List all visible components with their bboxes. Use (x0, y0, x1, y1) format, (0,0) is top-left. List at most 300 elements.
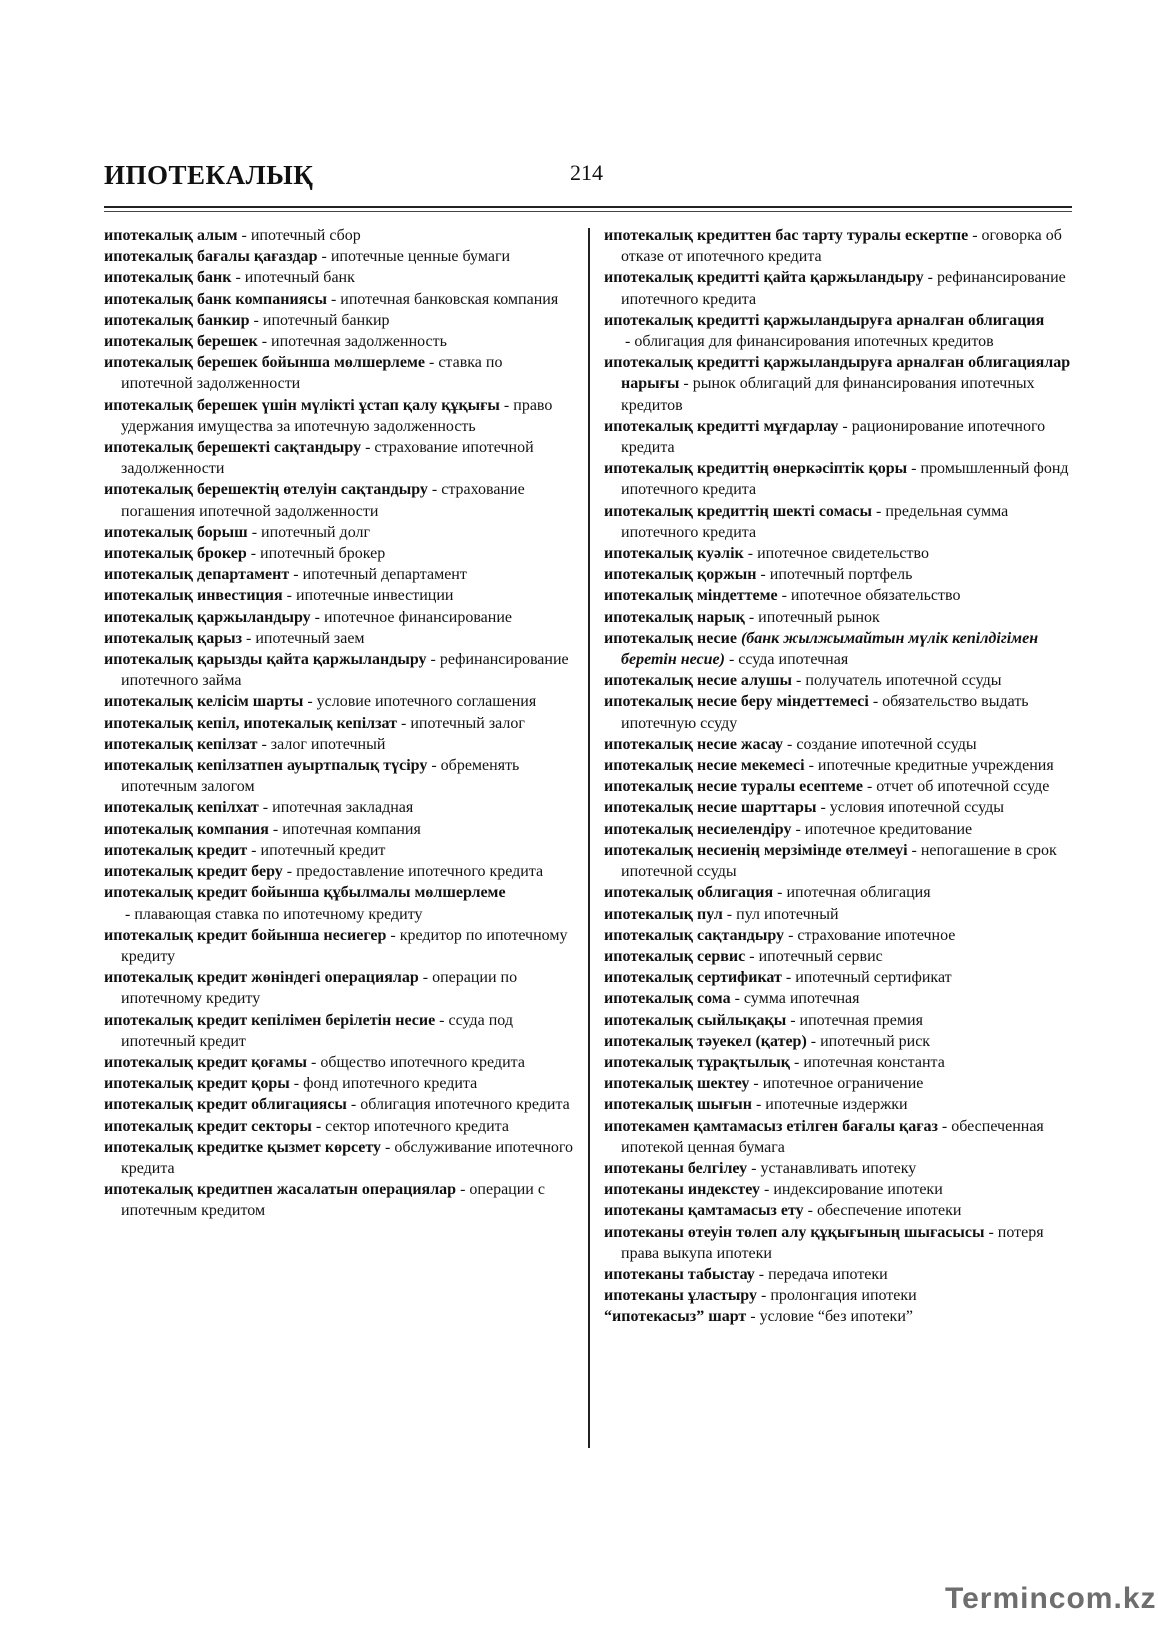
entry-separator: - (386, 926, 400, 944)
dictionary-entry (104, 628, 576, 649)
entry-separator: - (786, 1011, 800, 1029)
dictionary-entry (104, 1179, 576, 1221)
dictionary-entry (104, 331, 576, 352)
entry-separator: - (237, 227, 251, 244)
dictionary-entry (104, 925, 576, 967)
entry-term: ипотекалық кепілзатпен ауыртпалық түсіру (104, 757, 428, 775)
entry-term: ипотекалық кепілхат (104, 799, 259, 817)
entry-term: ипотекалық кредит беру (104, 863, 283, 881)
entry-term: ипотекалық берешек (104, 333, 258, 351)
entry-term: ипотекалық кредит қоры (104, 1075, 290, 1093)
entry-separator: - (361, 439, 375, 457)
entry-definition: операции по ипотечному кредиту (121, 969, 518, 1008)
entry-definition: облигация для финансирования ипотечных кредитов (634, 333, 994, 351)
dictionary-entry (604, 946, 1072, 967)
entry-separator: - (868, 693, 883, 711)
entry-term: ипотекалық қоржын (604, 566, 757, 584)
entry-separator: - (289, 566, 303, 584)
dictionary-entry (104, 1073, 576, 1094)
entry-definition: непогашение в срок ипотечной ссуды (621, 841, 1057, 881)
dictionary-entry (604, 755, 1072, 776)
dictionary-entry (604, 564, 1072, 585)
dictionary-entry (104, 819, 576, 840)
entry-definition: ипотечный сервис (758, 947, 883, 965)
dictionary-entry (604, 819, 1072, 840)
entry-separator: - (425, 354, 439, 372)
dictionary-entry (604, 1031, 1072, 1052)
entry-definition: операции с ипотечным кредитом (121, 1181, 545, 1220)
entry-term: ипотекалық кепілзат (104, 735, 258, 753)
entry-definition: ставка по ипотечной задолженности (121, 354, 503, 393)
entry-term: ипотекалық несие беру міндеттемесі (604, 693, 869, 711)
entry-term: ипотеканы ұластыру (604, 1287, 757, 1305)
entry-definition: ипотечная банковская компания (340, 290, 559, 308)
dictionary-entry (104, 437, 576, 479)
entry-term: ипотеканы қамтамасыз ету (604, 1202, 804, 1220)
dictionary-entry (104, 246, 576, 267)
dictionary-entry (104, 649, 576, 691)
dictionary-entry (604, 501, 1072, 543)
entry-separator: - (872, 502, 886, 520)
entry-term: ипотекалық кредитті қаржыландыруға арналған облигация (604, 311, 1045, 329)
dictionary-entry (604, 628, 1072, 670)
dictionary-entry (604, 607, 1072, 628)
entry-term: ипотекалық несие туралы есептеме (604, 778, 863, 796)
dictionary-entry (104, 713, 576, 734)
entry-definition: ипотечный долг (261, 523, 371, 541)
entry-separator: - (326, 290, 341, 308)
entry-term: ипотекалық сервис (604, 947, 746, 965)
entry-definition: создание ипотечной ссуды (796, 735, 977, 753)
entry-term: ипотекалық нарық (604, 608, 745, 626)
entry-definition: сумма ипотечная (743, 990, 860, 1008)
entry-separator: - (282, 587, 296, 605)
entry-separator: - (499, 396, 514, 414)
dictionary-entry (104, 797, 576, 818)
entry-term: ипотекалық шығын (604, 1096, 752, 1114)
entry-term: ипотекалық қарыз (104, 629, 243, 647)
entry-definition: плавающая ставка по ипотечному кредиту (134, 905, 423, 923)
dictionary-entry (604, 1158, 1072, 1179)
entry-term: ипотекалық кредитті мұғдарлау (604, 417, 839, 435)
entry-term: ипотекалық кредит жөніндегі операциялар (104, 969, 419, 987)
left-column (104, 225, 576, 1222)
entry-term: ипотекалық несиенің мерзімінде өтелмеуі (604, 841, 908, 859)
entry-term: ипотекалық несие алушы (604, 672, 793, 690)
entry-definition: залог ипотечный (270, 735, 386, 753)
dictionary-entry (104, 607, 576, 628)
entry-term: ипотекалық кредит (104, 841, 248, 859)
dictionary-entry (604, 691, 1072, 733)
dictionary-entry (104, 691, 576, 712)
entry-separator: - (231, 269, 245, 287)
dictionary-entry (104, 1010, 576, 1052)
entry-separator: - (803, 1202, 817, 1220)
dictionary-entry (604, 1264, 1072, 1285)
dictionary-entry (604, 310, 1072, 352)
dictionary-entry (104, 310, 576, 331)
entry-separator: - (968, 227, 982, 244)
dictionary-entry (604, 1116, 1072, 1158)
entry-term: ипотекалық келісім шарты (104, 693, 304, 711)
entry-separator: - (247, 841, 261, 859)
entry-separator: - (781, 969, 796, 987)
entry-separator: - (282, 863, 297, 881)
entry-term: ипотекалық банк (104, 269, 232, 287)
entry-separator: - (777, 587, 791, 605)
entry-definition: ипотечная константа (803, 1053, 945, 1071)
dictionary-entry (104, 585, 576, 606)
entry-term: ипотекалық департамент (104, 566, 290, 584)
entry-definition: обременять ипотечным залогом (121, 757, 520, 796)
entry-term: ипотекалық кредиттің шекті сомасы (604, 502, 873, 520)
dictionary-entry (104, 522, 576, 543)
entry-definition: предоставление ипотечного кредита (296, 863, 544, 881)
entry-term: ипотекалық берешек үшін мүлікті ұстап қалу құқығы (104, 396, 500, 414)
entry-definition: условие “без ипотеки” (759, 1308, 913, 1326)
entry-definition: передача ипотеки (768, 1265, 888, 1283)
entry-definition: промышленный фонд ипотечного кредита (621, 460, 1069, 499)
entry-term: ипотекамен қамтамасыз етілген бағалы қағаз (604, 1117, 938, 1135)
entry-term: ипотекалық берешектің өтелуін сақтандыру (104, 481, 428, 499)
entry-term: ипотекалық тәуекел (қатер) (604, 1032, 807, 1050)
entry-term: ипотеканы табыстау (604, 1265, 755, 1283)
entry-term: ипотекалық бағалы қағаздар (104, 248, 318, 266)
entry-term: ипотекалық алым (104, 227, 238, 244)
dictionary-entry (104, 1116, 576, 1137)
dictionary-entry (104, 225, 576, 246)
page-number: 214 (570, 160, 603, 185)
entry-separator: - (747, 1159, 761, 1177)
entry-term: ипотекалық несие жасау (604, 735, 784, 753)
entry-definition: ипотечный кредит (260, 841, 386, 859)
entry-definition: облигация ипотечного кредита (360, 1096, 570, 1114)
entry-separator: - (249, 311, 263, 329)
entry-definition: ипотечный рынок (758, 608, 880, 626)
entry-term: ипотекалық борыш (104, 523, 248, 541)
entry-definition: ипотечный портфель (769, 566, 913, 584)
dictionary-entry (104, 267, 576, 288)
dictionary-entry (604, 1094, 1072, 1115)
entry-separator: - (311, 1117, 326, 1135)
entry-separator: - (784, 926, 798, 944)
entry-separator: - (923, 269, 937, 287)
entry-term: ипотекалық несие мекемесі (604, 757, 805, 775)
entry-definition: отчет об ипотечной ссуде (876, 778, 1050, 796)
entry-separator: - (310, 608, 324, 626)
entry-separator: - (381, 1138, 395, 1156)
dictionary-entry (604, 776, 1072, 797)
entry-separator: - (257, 735, 271, 753)
entry-separator: - (806, 1032, 821, 1050)
entry-definition: рефинансирование ипотечного займа (121, 651, 569, 690)
dictionary-entry (104, 1137, 576, 1179)
entry-term: ипотекалық берешек бойынша мөлшерлеме (104, 354, 425, 372)
entry-term: ипотекалық компания (104, 820, 269, 838)
entry-definition: ипотечный залог (410, 714, 525, 732)
entry-separator: - (792, 672, 806, 690)
entry-separator: - (722, 905, 737, 923)
entry-separator: - (268, 820, 283, 838)
entry-separator: - (744, 608, 759, 626)
entry-definition: ссуда ипотечная (738, 651, 849, 669)
entry-separator: - (783, 735, 797, 753)
entry-definition: потеря права выкупа ипотеки (621, 1223, 1044, 1262)
entry-separator: - (724, 651, 739, 669)
entry-separator: - (757, 1287, 771, 1305)
entry-definition: ипотечный сбор (250, 227, 361, 244)
entry-term: ипотекалық кредит бойынша құбылмалы мөлшерлеме (104, 884, 506, 902)
dictionary-entry (604, 1010, 1072, 1031)
entry-separator: - (745, 947, 759, 965)
entry-term: ипотекалық кредиттің өнеркәсіптік қоры (604, 460, 908, 478)
entry-definition: обеспеченная ипотекой ценная бумага (621, 1117, 1044, 1156)
entry-term: ипотекалық банк компаниясы (104, 290, 327, 308)
dictionary-entry (604, 1179, 1072, 1200)
dictionary-entry (104, 1094, 576, 1115)
entry-term: ипотекалық несие (604, 629, 737, 647)
entry-term: “ипотекасыз” шарт (604, 1308, 747, 1326)
entry-separator: - (749, 1075, 763, 1093)
entry-term: ипотекалық кредит қоғамы (104, 1053, 308, 1071)
entry-separator: - (121, 905, 135, 923)
dictionary-entry (604, 416, 1072, 458)
entry-separator: - (621, 333, 635, 351)
dictionary-entry (104, 395, 576, 437)
dictionary-entry (604, 734, 1072, 755)
dictionary-entry (604, 967, 1072, 988)
entry-separator: - (838, 417, 852, 435)
dictionary-entry (604, 882, 1072, 903)
entry-separator: - (804, 757, 818, 775)
entry-separator: - (289, 1075, 304, 1093)
entry-separator: - (307, 1053, 321, 1071)
entry-definition: общество ипотечного кредита (320, 1053, 525, 1071)
entry-definition: пролонгация ипотеки (770, 1287, 917, 1305)
entry-separator: - (317, 248, 331, 266)
dictionary-entry (604, 543, 1072, 564)
entry-term: ипотекалық сома (604, 990, 731, 1008)
entry-definition: обеспечение ипотеки (816, 1202, 962, 1220)
dictionary-entry (604, 1285, 1072, 1306)
entry-definition: страхование ипотечной задолженности (121, 439, 534, 478)
entry-term: ипотекалық сыйлықақы (604, 1011, 787, 1029)
entry-term: ипотекалық шектеу (604, 1075, 750, 1093)
entry-separator: - (247, 523, 262, 541)
entry-separator: - (396, 714, 411, 732)
entry-separator: - (426, 651, 440, 669)
entry-definition: сектор ипотечного кредита (325, 1117, 509, 1135)
column-divider (588, 228, 590, 1448)
entry-definition: рынок облигаций для финансирования ипотечных кредитов (621, 375, 1035, 414)
entry-term: ипотекалық сақтандыру (604, 926, 785, 944)
entry-separator: - (773, 884, 787, 902)
dictionary-entry (104, 755, 576, 797)
entry-definition: ипотечное кредитование (804, 820, 973, 838)
entry-term: ипотекалық кредит кепілімен берілетін несие (104, 1011, 436, 1029)
entry-separator: - (303, 693, 317, 711)
dictionary-entry (604, 267, 1072, 309)
entry-definition: фонд ипотечного кредита (303, 1075, 478, 1093)
dictionary-entry (604, 988, 1072, 1009)
dictionary-entry (604, 458, 1072, 500)
right-column (604, 225, 1072, 1328)
entry-separator: - (751, 1096, 766, 1114)
entry-definition: рефинансирование ипотечного кредита (621, 269, 1066, 308)
entry-term: ипотекалық банкир (104, 311, 250, 329)
entry-definition: ссуда под ипотечный кредит (121, 1011, 513, 1050)
entry-note: (банк жылжымайтын мүлік кепілдігімен беретін несие) (621, 629, 1039, 669)
entry-definition: условие ипотечного соглашения (316, 693, 537, 711)
entry-definition: пул ипотечный (736, 905, 839, 923)
entry-term: ипотекалық кепіл, ипотекалық кепілзат (104, 714, 397, 732)
entry-definition: право удержания имущества за ипотечную задолженность (121, 396, 553, 435)
entry-definition: ипотечное финансирование (324, 608, 513, 626)
entry-separator: - (907, 460, 921, 478)
entry-separator: - (862, 778, 877, 796)
entry-definition: ипотечные инвестиции (295, 587, 454, 605)
entry-definition: ипотечные ценные бумаги (330, 248, 511, 266)
entry-separator: - (730, 990, 744, 1008)
entry-term: ипотекалық несиелендіру (604, 820, 792, 838)
entry-separator: - (435, 1011, 449, 1029)
entry-term: ипотекалық куәлік (604, 545, 744, 563)
dictionary-entry (104, 289, 576, 310)
entry-term: ипотеканы өтеуін төлеп алу құқығының шығасысы (604, 1223, 985, 1241)
entry-term: ипотекалық кредитті қаржыландыруға арналған облигациялар нарығы (604, 354, 1071, 393)
entry-definition: предельная сумма ипотечного кредита (621, 502, 1009, 541)
entry-separator: - (679, 375, 693, 393)
dictionary-entry (104, 352, 576, 394)
entry-separator: - (418, 969, 433, 987)
entry-term: ипотекалық пул (604, 905, 723, 923)
entry-term: ипотекалық кредитті қайта қаржыландыру (604, 269, 924, 287)
entry-definition: страхование ипотечное (797, 926, 956, 944)
entry-definition: ипотечная облигация (786, 884, 931, 902)
head-word: ИПОТЕКАЛЫҚ (104, 160, 314, 190)
entry-term: ипотекалық міндеттеме (604, 587, 778, 605)
entry-definition: ипотечная компания (282, 820, 421, 838)
entry-term: ипотекалық инвестиция (104, 587, 283, 605)
entry-definition: ипотечное ограничение (762, 1075, 924, 1093)
dictionary-entry (104, 1052, 576, 1073)
entry-separator: - (907, 841, 921, 859)
dictionary-entry (604, 352, 1072, 416)
dictionary-entry (604, 1222, 1072, 1264)
entry-definition: оговорка об отказе от ипотечного кредита (621, 227, 1062, 266)
entry-separator: - (746, 1308, 760, 1326)
dictionary-entry (604, 1052, 1072, 1073)
entry-definition: получатель ипотечной ссуды (805, 672, 1002, 690)
entry-definition: ипотечная задолженность (271, 333, 447, 351)
dictionary-entry (604, 797, 1072, 818)
entry-definition: ипотечная закладная (272, 799, 414, 817)
entry-separator: - (756, 566, 770, 584)
entry-definition: обязательство выдать ипотечную ссуду (621, 693, 1029, 732)
entry-definition: ипотечный департамент (302, 566, 467, 584)
entry-term: ипотекалық кредитпен жасалатын операциялар (104, 1181, 457, 1199)
entry-separator: - (257, 333, 272, 351)
entry-definition: рационирование ипотечного кредита (621, 417, 1046, 457)
entry-definition: индексирование ипотеки (773, 1181, 943, 1199)
entry-definition: ипотечный заем (255, 629, 365, 647)
entry-separator: - (791, 820, 805, 838)
entry-term: ипотекалық облигация (604, 884, 774, 902)
entry-term: ипотекалық кредитке қызмет көрсету (104, 1138, 382, 1156)
entry-definition: ипотечный банк (244, 269, 355, 287)
entry-term: ипотеканы индекстеу (604, 1181, 760, 1199)
entry-definition: ипотечный риск (820, 1032, 931, 1050)
entry-term: ипотекалық қарызды қайта қаржыландыру (104, 651, 427, 669)
entry-term: ипотекалық брокер (104, 545, 247, 563)
entry-term: ипотекалық берешекті сақтандыру (104, 439, 362, 457)
entry-term: ипотекалық кредит секторы (104, 1117, 312, 1135)
header-rule-thin (104, 211, 1072, 212)
entry-separator: - (816, 799, 830, 817)
entry-definition: ипотечная премия (799, 1011, 923, 1029)
dictionary-entry (604, 1200, 1072, 1221)
entry-separator: - (346, 1096, 361, 1114)
dictionary-entry (104, 734, 576, 755)
entry-separator: - (242, 629, 256, 647)
site-logo: Termincom.kz (945, 1582, 1157, 1615)
entry-definition: условия ипотечной ссуды (829, 799, 1004, 817)
entry-term: ипотекалық тұрақтылық (604, 1053, 791, 1071)
entry-definition: ипотечное обязательство (790, 587, 961, 605)
dictionary-entry (104, 564, 576, 585)
entry-separator: - (456, 1181, 470, 1199)
entry-separator: - (937, 1117, 952, 1135)
entry-definition: ипотечные издержки (765, 1096, 908, 1114)
entry-definition: кредитор по ипотечному кредиту (121, 926, 568, 965)
dictionary-entry (104, 543, 576, 564)
page-header (104, 154, 1072, 206)
dictionary-entry (604, 925, 1072, 946)
entry-definition: страхование погашения ипотечной задолженности (121, 481, 525, 520)
entry-separator: - (427, 757, 441, 775)
entry-term: ипотекалық сертификат (604, 969, 782, 987)
entry-definition: ипотечный сертификат (795, 969, 952, 987)
entry-definition: обслуживание ипотечного кредита (121, 1138, 574, 1177)
entry-definition: ипотечный банкир (262, 311, 390, 329)
entry-term: ипотекалық кредит облигациясы (104, 1096, 347, 1114)
dictionary-entry (604, 585, 1072, 606)
entry-term: ипотекалық кредиттен бас тарту туралы ескертпе (604, 227, 969, 244)
entry-separator: - (790, 1053, 804, 1071)
dictionary-entry (104, 479, 576, 521)
entry-term: ипотекалық кредит бойынша несиегер (104, 926, 387, 944)
entry-separator: - (754, 1265, 769, 1283)
entry-separator: - (984, 1223, 998, 1241)
header-rule-thick (104, 206, 1072, 208)
entry-separator: - (246, 545, 261, 563)
dictionary-entry (604, 225, 1072, 267)
entry-term: ипотеканы белгілеу (604, 1159, 748, 1177)
dictionary-entry (604, 904, 1072, 925)
entry-term: ипотекалық несие шарттары (604, 799, 817, 817)
dictionary-entry (604, 1306, 1072, 1327)
entry-definition: ипотечные кредитные учреждения (817, 757, 1054, 775)
entry-separator: - (258, 799, 273, 817)
entry-definition: ипотечный брокер (260, 545, 386, 563)
dictionary-entry (604, 670, 1072, 691)
dictionary-entry (604, 1073, 1072, 1094)
entry-definition: ипотечное свидетельство (757, 545, 929, 563)
dictionary-entry (104, 861, 576, 882)
dictionary-entry (104, 882, 576, 924)
entry-definition: устанавливать ипотеку (760, 1159, 917, 1177)
dictionary-entry (604, 840, 1072, 882)
